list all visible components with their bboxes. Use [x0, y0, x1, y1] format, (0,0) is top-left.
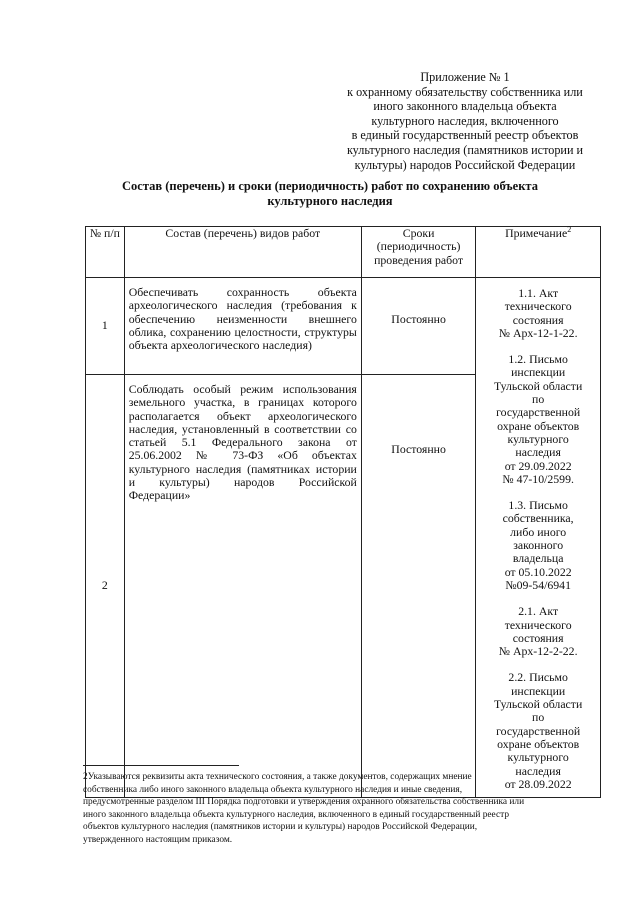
table-row	[86, 278, 601, 375]
appendix-header	[330, 70, 600, 172]
note-line: 2.1. Акт	[518, 604, 559, 619]
appendix-line: культурного наследия (памятников истории и	[346, 142, 584, 157]
header-terms-line: Сроки	[402, 226, 435, 240]
row-work-description: Соблюдать особый режим использования земельного участка, в границах которого располагается объект археологического наследия, установленный в соответствии со статьей 5.1 Федерального закона от 25.06.2002 № 73-ФЗ «Об объектах культурного наследия (памятниках истории и культуры) народов Российской Федерации»	[124, 375, 361, 798]
note-line: по	[532, 392, 545, 407]
note-line: охране объектов	[497, 736, 580, 751]
header-notes	[476, 227, 601, 278]
footnote-line: объектов культурного наследия (памятников истории и культуры) народов Российской Федерации,	[83, 822, 478, 833]
footnote-line: утвержденного настоящим приказом.	[83, 834, 233, 845]
note-line: государственной	[496, 405, 581, 420]
header-terms-line: (периодичность)	[376, 239, 461, 254]
appendix-line: иного законного владельца объекта	[373, 99, 557, 114]
header-works: Состав (перечень) видов работ	[124, 227, 361, 278]
note-line: № Арх-12-1-22.	[498, 325, 578, 340]
note-line: наследия	[515, 763, 561, 778]
note-line: технического	[504, 299, 572, 314]
footnote-separator	[83, 765, 239, 766]
note-line: 2.2. Письмо	[508, 670, 568, 685]
appendix-line: культурного наследия, включенного	[371, 113, 559, 128]
note-line: законного	[513, 538, 564, 553]
footnote-line: иного законного владельца объекта культурного наследия, включенного в единый государственный реестр	[83, 809, 510, 820]
document-title	[90, 179, 570, 209]
appendix-line: к охранному обязательству собственника или	[347, 84, 583, 99]
appendix-line: Приложение № 1	[420, 70, 510, 84]
footnote-line: собственника либо иного законного владельца объекта культурного наследия и иные сведения,	[83, 784, 463, 795]
note-item	[480, 605, 596, 658]
note-item	[480, 499, 596, 592]
header-number: № п/п	[86, 227, 125, 278]
note-item	[480, 353, 596, 486]
note-line: от 05.10.2022	[504, 564, 572, 579]
note-line: охране объектов	[497, 418, 580, 433]
note-line: либо иного	[510, 524, 567, 539]
appendix-line: в единый государственный реестр объектов	[351, 128, 579, 143]
notes-cell	[476, 278, 601, 798]
row-term: Постоянно	[361, 375, 475, 798]
row-number: 2	[86, 375, 125, 798]
note-line: Тульской области	[494, 697, 583, 712]
note-line: Тульской области	[494, 378, 583, 393]
row-term: Постоянно	[361, 278, 475, 375]
note-line: инспекции	[511, 683, 566, 698]
table-header-row	[86, 227, 601, 278]
title-line: культурного наследия	[267, 194, 393, 208]
note-line: состояния	[512, 630, 564, 645]
title-line: Состав (перечень) и сроки (периодичность) работ по сохранению объекта	[122, 179, 538, 193]
note-line: по	[532, 710, 545, 725]
footnote	[83, 771, 603, 847]
note-line: 1.1. Акт	[518, 286, 559, 300]
note-line: состояния	[512, 312, 564, 327]
note-line: наследия	[515, 445, 561, 460]
note-line: культурного	[507, 750, 569, 765]
note-line: культурного	[507, 431, 569, 446]
header-terms-line: проведения работ	[374, 252, 464, 267]
note-line: инспекции	[511, 365, 566, 380]
note-line: № 47-10/2599.	[502, 471, 574, 486]
works-table	[85, 226, 601, 798]
header-notes-label: Примечание	[505, 226, 568, 240]
note-line: 1.2. Письмо	[508, 352, 568, 367]
note-line: собственника,	[502, 511, 574, 526]
note-line: от 29.09.2022	[504, 458, 572, 473]
note-line: государственной	[496, 723, 581, 738]
note-line: владельца	[512, 551, 564, 566]
appendix-line: культуры) народов Российской Федерации	[354, 157, 576, 172]
footnote-line: 2Указываются реквизиты акта технического состояния, а также документов, содержащих мнение	[83, 772, 472, 782]
note-line: 1.3. Письмо	[508, 498, 568, 513]
note-line: №09-54/6941	[505, 577, 571, 592]
note-item	[480, 287, 596, 340]
row-number: 1	[86, 278, 125, 375]
note-line: технического	[504, 617, 572, 632]
header-terms	[361, 227, 475, 278]
footnote-line: предусмотренные разделом III Порядка подготовки и утверждения охранного обязательства собственника или	[83, 797, 525, 808]
footnote-marker: 2	[567, 225, 572, 235]
note-line: № Арх-12-2-22.	[498, 644, 578, 659]
note-line: от 28.09.2022	[504, 776, 572, 791]
row-work-description: Обеспечивать сохранность объекта археологического наследия (требования к обеспечению неизменности внешнего облика, сохранению целостности, структуры объекта археологического наследия)	[124, 278, 361, 375]
